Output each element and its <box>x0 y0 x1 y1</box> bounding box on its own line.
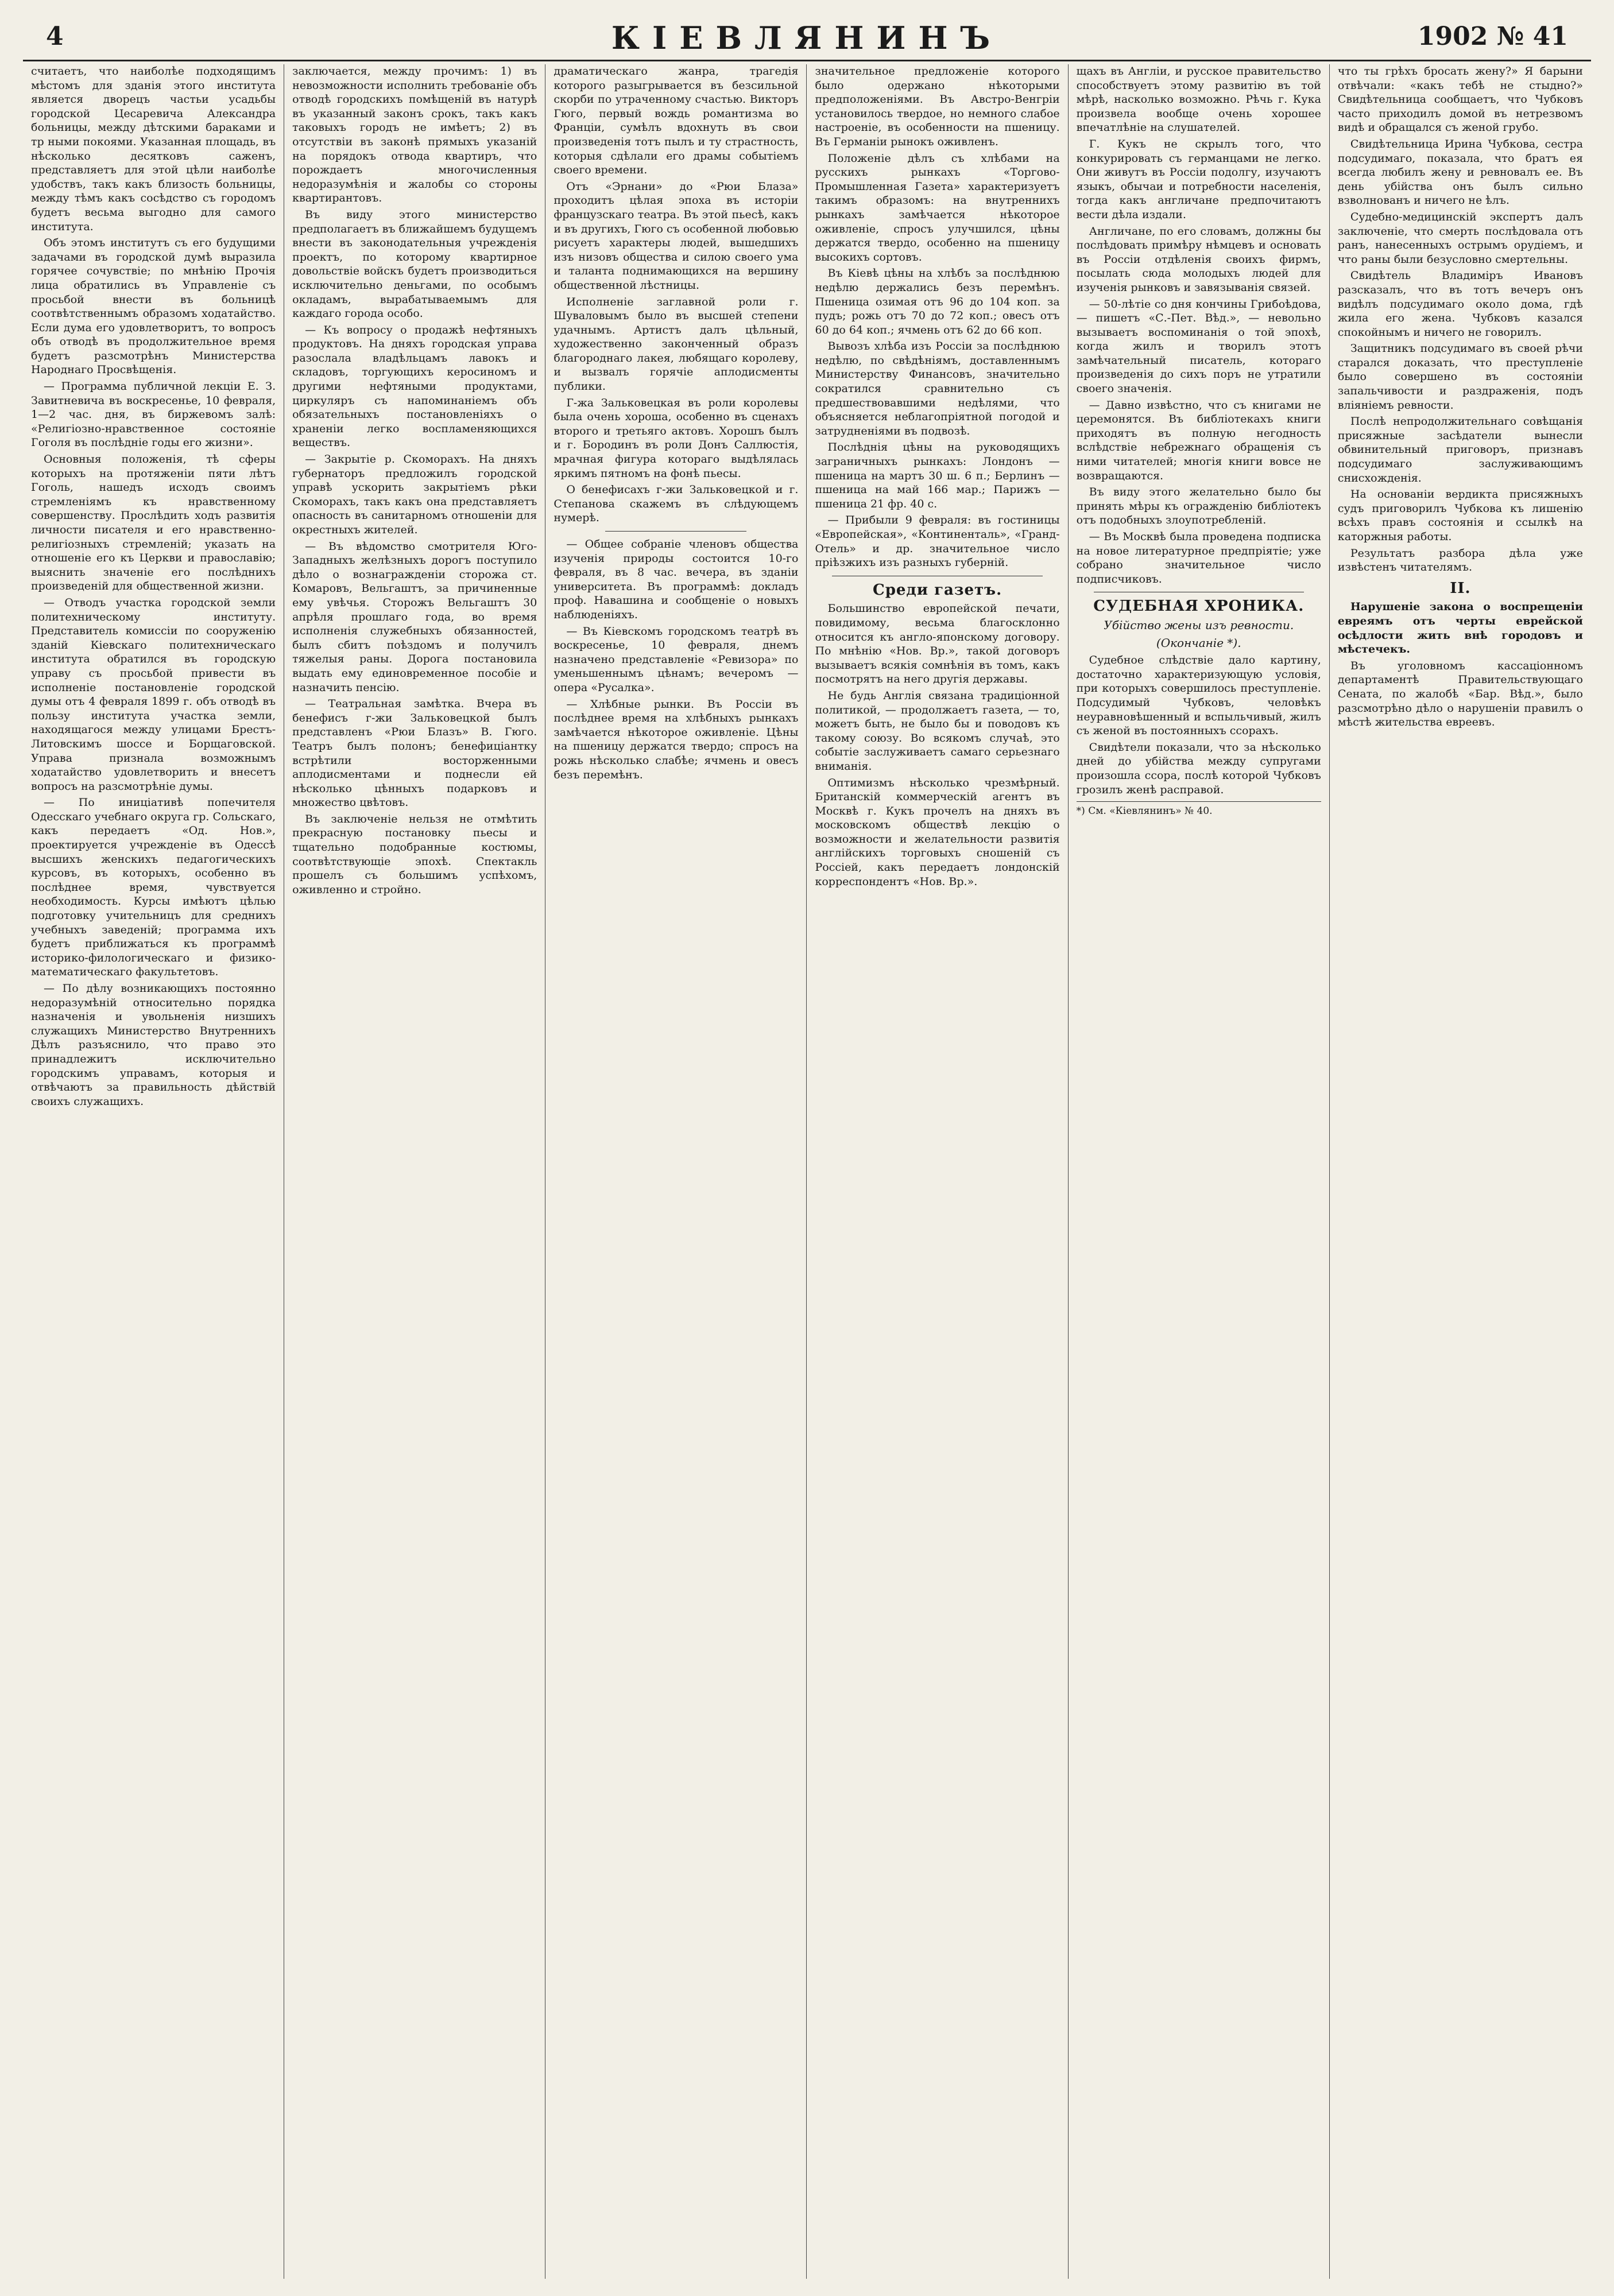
paragraph: — Закрытіе р. Скоморахъ. На дняхъ губернаторъ предложилъ городской управѣ ускорить закрытіемъ рѣки Скоморахъ, такъ какъ она представляетъ опасность въ санитарномъ отношеніи для окрестныхъ жителей. <box>292 453 537 536</box>
paragraph: — Прибыли 9 февраля: въ гостиницы «Европейская», «Континенталь», «Гранд-Отель» и др. значительное число пріѣзжихъ изъ разныхъ губерній. <box>815 514 1060 569</box>
paragraph: — Въ Кіевскомъ городскомъ театрѣ въ воскресенье, 10 февраля, днемъ назначено представленіе «Ревизора» по уменьшеннымъ цѣнамъ; вечеромъ — опера «Русалка». <box>554 625 799 694</box>
paragraph: Послѣднія цѣны на руководящихъ заграничныхъ рынкахъ: Лондонъ — пшеница на мартъ 30 ш. 6 п.; Берлинъ — пшеница на май 166 мар.; Парижъ — пшеница 21 фр. 40 с. <box>815 441 1060 510</box>
paragraph: — Хлѣбные рынки. Въ Россіи въ послѣднее время на хлѣбныхъ рынкахъ замѣчается нѣкоторое оживленіе. Цѣны на пшеницу держатся твердо; спросъ на рожь нѣсколько слабѣе; ячмень и овесъ безъ перемѣнъ. <box>554 697 799 781</box>
article-continuation-note: (Окончаніе *). <box>1156 635 1241 650</box>
paragraph: Защитникъ подсудимаго въ своей рѣчи старался доказать, что преступленіе было совершено въ состояніи запальчивости и раздраженія, подъ вліяніемъ ревности. <box>1337 342 1583 412</box>
footnote: *) См. «Кіевлянинъ» № 40. <box>1077 801 1321 819</box>
paragraph: Вывозъ хлѣба изъ Россіи за послѣднюю недѣлю, по свѣдѣніямъ, доставленнымъ Министерству Финансовъ, значительно сократился сравнительно съ предшествовавшими недѣлями, что объясняется неблагопріятной погодой и затрудненіями въ подвозѣ. <box>815 340 1060 437</box>
paragraph: Послѣ непродолжительнаго совѣщанія присяжные засѣдатели вынесли обвинительный приговоръ, признавъ подсудимаго заслуживающимъ снисхожденія. <box>1337 415 1583 484</box>
paragraph: — Театральная замѣтка. Вчера въ бенефисъ г-жи Зальковецкой былъ представленъ «Рюи Блазъ» В. Гюго. Театръ былъ полонъ; бенефиціантку встрѣтили восторженными аплодисментами и поднесли ей нѣсколько цѣнныхъ подарковъ и множество цвѣтовъ. <box>292 697 537 809</box>
paragraph: — Программа публичной лекціи Е. З. Завитневича въ воскресенье, 10 февраля, 1—2 час. дня, въ биржевомъ залѣ: «Религіозно-нравственное состояніе Гоголя въ послѣдніе годы его жизни». <box>31 380 276 449</box>
article-title: Нарушеніе закона о воспрещеніи евреямъ отъ черты еврейской осѣдлости жить внѣ городовъ и мѣстечекъ. <box>1337 600 1583 656</box>
column-2 <box>284 64 545 2279</box>
column-1 <box>23 64 284 2279</box>
paragraph: Не будь Англія связана традиціонной политикой, — продолжаетъ газета, — то, можетъ быть, не было бы и поводовъ къ такому союзу. Во всякомъ случаѣ, это событіе заслуживаетъ самаго серьезнаго вниманія. <box>815 689 1060 773</box>
section-heading: Среди газетъ. <box>873 581 1003 599</box>
paragraph: драматическаго жанра, трагедія которого разыгрывается въ безсильной скорби по утраченному счастью. Викторъ Гюго, первый вождь романтизма во Франціи, сумѣлъ вдохнуть въ свои произведенія тотъ пылъ и ту страстность, которыя сдѣлали его драмы событіемъ своего времени. <box>554 65 799 177</box>
paragraph: Свидѣтельница Ирина Чубкова, сестра подсудимаго, показала, что братъ ея всегда любилъ жену и ревновалъ ее. Въ день убійства онъ былъ сильно взволнованъ и ничего не ѣлъ. <box>1337 137 1583 207</box>
divider <box>605 531 746 532</box>
paragraph: Результатъ разбора дѣла уже извѣстенъ читателямъ. <box>1337 546 1583 574</box>
paragraph: Англичане, по его словамъ, должны бы послѣдовать примѣру нѣмцевъ и основать въ Россіи отдѣленія своихъ фирмъ, посылать сюда молодыхъ людей для изученія рынковъ и завязыванія связей. <box>1076 224 1321 294</box>
paragraph: О бенефисахъ г-жи Зальковецкой и г. Степанова скажемъ въ слѣдующемъ нумерѣ. <box>554 483 799 525</box>
page-number: 4 <box>46 22 64 51</box>
paragraph: Положеніе дѣлъ съ хлѣбами на русскихъ рынкахъ «Торгово-Промышленная Газета» характеризуетъ такимъ образомъ: на внутреннихъ рынкахъ замѣчается нѣкоторое оживленіе, спросъ улучшился, цѣны держатся твердо, особенно на пшеницу высокихъ сортовъ. <box>815 152 1060 263</box>
paragraph: считаетъ, что наиболѣе подходящимъ мѣстомъ для зданія этого института является дворецъ частьи усадьбы городской Цесаревича Александра больницы, между дѣтскими бараками и тр ными покоями. Указанная площадь, въ нѣсколько десятковъ саженъ, представляетъ для этой цѣли наиболѣе удобствъ, такъ какъ близость больницы, между тѣмъ какъ сосѣдство съ городомъ будетъ весьма выгодно для самого института. <box>31 65 276 233</box>
paragraph: Въ виду этого желательно было бы принять мѣры къ огражденію библіотекъ отъ подобныхъ злоупотребленій. <box>1076 486 1321 527</box>
column-6 <box>1330 64 1591 2279</box>
paragraph: — 50-лѣтіе со дня кончины Грибоѣдова, — пишетъ «С.-Пет. Вѣд.», — невольно вызываетъ воспоминанія о той эпохѣ, когда жилъ и творилъ этотъ замѣчательный писатель, котораго произведенія до сихъ поръ не утратили своего значенія. <box>1076 297 1321 395</box>
paragraph: Въ заключеніе нельзя не отмѣтить прекрасную постановку пьесы и тщательно подобранные костюмы, соотвѣтствующіе эпохѣ. Спектакль прошелъ съ большимъ успѣхомъ, оживленно и стройно. <box>292 812 537 896</box>
paragraph: значительное предложеніе которого было одержано нѣкоторыми предположеніями. Въ Австро-Венгріи установилось твердое, но немного слабое настроеніе, въ особенности на пшеницу. Въ Германіи рынокъ оживленъ. <box>815 65 1060 148</box>
masthead <box>23 18 1591 61</box>
article-columns <box>23 64 1591 2279</box>
paragraph: — По дѣлу возникающихъ постоянно недоразумѣній относительно порядка назначенія и увольненія низшихъ служащихъ Министерство Внутреннихъ Дѣлъ разъяснило, что право это принадлежитъ исключительно городскимъ управамъ, которыя и отвѣчаютъ за правильность дѣйствій своихъ служащихъ. <box>31 982 276 1108</box>
section-heading: СУДЕБНАЯ ХРОНИКА. <box>1093 598 1305 615</box>
paragraph: — Давно извѣстно, что съ книгами не церемонятся. Въ библіотекахъ книги приходятъ въ полную негодность вслѣдствіе небрежнаго обращенія съ ними читателей; многія книги вовсе не возвращаются. <box>1076 398 1321 482</box>
paragraph: Г. Кукъ не скрылъ того, что конкурировать съ германцами не легко. Они живутъ въ Россіи подолгу, изучаютъ языкъ, обычаи и потребности населенія, тогда какъ англичане предпочитаютъ вести дѣла издали. <box>1076 137 1321 221</box>
column-5 <box>1069 64 1330 2279</box>
paragraph: Исполненіе заглавной роли г. Шуваловымъ было въ высшей степени удачнымъ. Артистъ далъ цѣльный, художественно законченный образъ благороднаго лакея, любящаго королеву, и вызвалъ горячіе аплодисменты публики. <box>554 295 799 393</box>
paragraph: Въ виду этого министерство предполагаетъ въ ближайшемъ будущемъ внести въ законодательныя учрежденія проектъ, по которому квартирное довольствіе войскъ будетъ производиться исключительно деньгами, по особымъ окладамъ, вырабатываемымъ для каждаго города особо. <box>292 208 537 320</box>
paragraph: щахъ въ Англіи, и русское правительство способствуетъ этому развитію въ той мѣрѣ, насколько возможно. Рѣчь г. Кука произвела вообще очень хорошее впечатлѣніе на слушателей. <box>1076 65 1321 134</box>
paragraph: Въ уголовномъ кассаціонномъ департаментѣ Правительствующаго Сената, по жалобѣ «Бар. Вѣд.», было разсмотрѣно дѣло о нарушеніи правилъ о мѣстѣ жительства евреевъ. <box>1337 659 1583 729</box>
paragraph: — Въ вѣдомство смотрителя Юго-Западныхъ желѣзныхъ дорогъ поступило дѣло о вознагражденіи сторожа ст. Комаровъ, Вельгаштъ, за причиненные ему увѣчья. Сторожъ Вельгаштъ 30 апрѣля прошлаго года, во время исполненія служебныхъ обязанностей, былъ сбитъ поѣздомъ и получилъ тяжелыя раны. Дорога постановила выдать ему единовременное пособіе и назначить пенсію. <box>292 540 537 694</box>
column-4 <box>807 64 1068 2279</box>
paragraph: Г-жа Зальковецкая въ роли королевы была очень хороша, особенно въ сценахъ второго и третьяго актовъ. Хорошъ былъ и г. Бородинъ въ роли Донъ Саллюстія, мрачная фигура котораго выдѣлялась яркимъ пятномъ на фонѣ пьесы. <box>554 396 799 480</box>
paragraph: На основаніи вердикта присяжныхъ судъ приговорилъ Чубкова къ лишенію всѣхъ правъ состоянія и ссылкѣ на каторжныя работы. <box>1337 488 1583 543</box>
paragraph: Свидѣтель Владиміръ Ивановъ разсказалъ, что въ тотъ вечеръ онъ видѣлъ подсудимаго около дома, гдѣ жила его жена. Чубковъ казался спокойнымъ и ничего не говорилъ. <box>1337 269 1583 339</box>
paragraph: заключается, между прочимъ: 1) въ невозможности исполнить требованіе объ отводѣ городскихъ помѣщеній въ натурѣ въ указанный законъ срокъ, такъ какъ таковыхъ городъ не имѣетъ; 2) въ отсутствіи въ законѣ прямыхъ указаній на порядокъ отвода квартиръ, что порождаетъ многочисленныя недоразумѣнія и жалобы со стороны квартирантовъ. <box>292 65 537 205</box>
paragraph: Судебное слѣдствіе дало картину, достаточно характеризующую условія, при которыхъ совершилось преступленіе. Подсудимый Чубковъ, человѣкъ неуравновѣшенный и вспыльчивый, жилъ съ женой въ постоянныхъ ссорахъ. <box>1076 654 1321 738</box>
paragraph: Въ Кіевѣ цѣны на хлѣбъ за послѣднюю недѣлю держались безъ перемѣнъ. Пшеница озимая отъ 96 до 104 коп. за пудъ; рожь отъ 70 до 72 коп.; овесъ отъ 60 до 64 коп.; ячмень отъ 62 до 66 коп. <box>815 267 1060 336</box>
column-3 <box>545 64 807 2279</box>
section-heading: II. <box>1450 579 1471 597</box>
paragraph: — Въ Москвѣ была проведена подписка на новое литературное предпріятіе; уже собрано значительное число подписчиковъ. <box>1076 530 1321 585</box>
paragraph: — Общее собраніе членовъ общества изученія природы состоится 10-го февраля, въ 8 час. вечера, въ зданіи университета. Въ программѣ: докладъ проф. Навашина и сообщеніе о новыхъ наблюденіяхъ. <box>554 538 799 621</box>
paragraph: что ты грѣхъ бросать жену?» Я барыни отвѣчали: «какъ тебѣ не стыдно?» Свидѣтельница сообщаетъ, что Чубковъ часто приходилъ домой въ нетрезвомъ видѣ и обращался съ женой грубо. <box>1337 65 1583 134</box>
article-subheading: Убійство жены изъ ревности. <box>1104 618 1294 632</box>
newspaper-title: КІЕВЛЯНИНЪ <box>611 20 1003 56</box>
paragraph: — Къ вопросу о продажѣ нефтяныхъ продуктовъ. На дняхъ городская управа разослала владѣльцамъ лавокъ и складовъ, торгующихъ керосиномъ и другими нефтяными продуктами, циркуляръ съ напоминаніемъ объ обязательныхъ постановленіяхъ о храненіи легко воспламеняющихся веществъ. <box>292 323 537 449</box>
paragraph: Основныя положенія, тѣ сферы которыхъ на протяженіи пяти лѣтъ Гоголь, нашедъ исходъ своимъ стремленіямъ къ нравственному совершенству. Прослѣдить ходъ развитія личности писателя и его нравственно-религіозныхъ стремленій; указать на отношеніе его къ Церкви и православію; выяснить значеніе его послѣднихъ произведеній для общественной жизни. <box>31 453 276 593</box>
paragraph: Оптимизмъ нѣсколько чрезмѣрный. Британскій коммерческій агентъ въ Москвѣ г. Кукъ прочелъ на дняхъ въ московскомъ обществѣ лекцію о возможности и желательности развитія англійскихъ торговыхъ сношеній съ Россіей, какъ передаетъ лондонскій корреспондентъ «Нов. Вр.». <box>815 776 1060 888</box>
paragraph: Отъ «Эрнани» до «Рюи Блаза» проходитъ цѣлая эпоха въ исторіи французскаго театра. Въ этой пьесѣ, какъ и въ другихъ, Гюго съ особенной любовью рисуетъ характеры людей, вышедшихъ изъ низовъ общества и силою своего ума и таланта поднимающихся на вершину общественной лѣстницы. <box>554 180 799 292</box>
paragraph: Большинство европейской печати, повидимому, весьма благосклонно относится къ англо-японскому договору. По мнѣнію «Нов. Вр.», такой договоръ вызываетъ всякія сомнѣнія въ томъ, какъ посмотрятъ на него другія державы. <box>815 602 1060 686</box>
issue-number: 1902 № 41 <box>1417 22 1568 51</box>
paragraph: — Отводъ участка городской земли политехническому институту. Представитель комиссіи по сооруженію зданій Кіевскаго политехническаго института обратился въ городскую управу съ просьбой привести въ исполненіе постановленіе городской думы отъ 4 февраля 1899 г. объ отводѣ въ пользу института участка земли, находящагося между улицами Брестъ-Литовскимъ шоссе и Борщаговской. Управа признала возможнымъ ходатайство удовлетворить и внесетъ вопросъ на разсмотрѣніе думы. <box>31 596 276 793</box>
paragraph: — По иниціативѣ попечителя Одесскаго учебнаго округа гр. Сольскаго, какъ передаетъ «Од. Нов.», проектируется учрежденіе въ Одессѣ высшихъ женскихъ педагогическихъ курсовъ, въ которыхъ, особенно въ послѣднее время, чувствуется необходимость. Курсы имѣютъ цѣлью подготовку учительницъ для среднихъ учебныхъ заведеній; программа ихъ будетъ приближаться къ программѣ историко-филологическаго и физико-математическаго факультетовъ. <box>31 796 276 979</box>
paragraph: Объ этомъ институтъ съ его будущими задачами въ городской думѣ выразила горячее сочувствіе; по мнѣнію Прочія лица обратились въ Управленіе съ просьбой внести въ больницѣ соотвѣтственнымъ образомъ ходатайство. Если дума его удовлетворитъ, то вопросъ объ отводѣ въ продолжительное время будетъ разсмотрѣнъ Министерства Народнаго Просвѣщенія. <box>31 236 276 377</box>
paragraph: Свидѣтели показали, что за нѣсколько дней до убійства между супругами произошла ссора, послѣ которой Чубковъ грозилъ женѣ расправой. <box>1076 740 1321 796</box>
paragraph: Судебно-медицинскій экспертъ далъ заключеніе, что смерть послѣдовала отъ ранъ, нанесенныхъ острымъ орудіемъ, и что раны были безусловно смертельны. <box>1337 210 1583 266</box>
